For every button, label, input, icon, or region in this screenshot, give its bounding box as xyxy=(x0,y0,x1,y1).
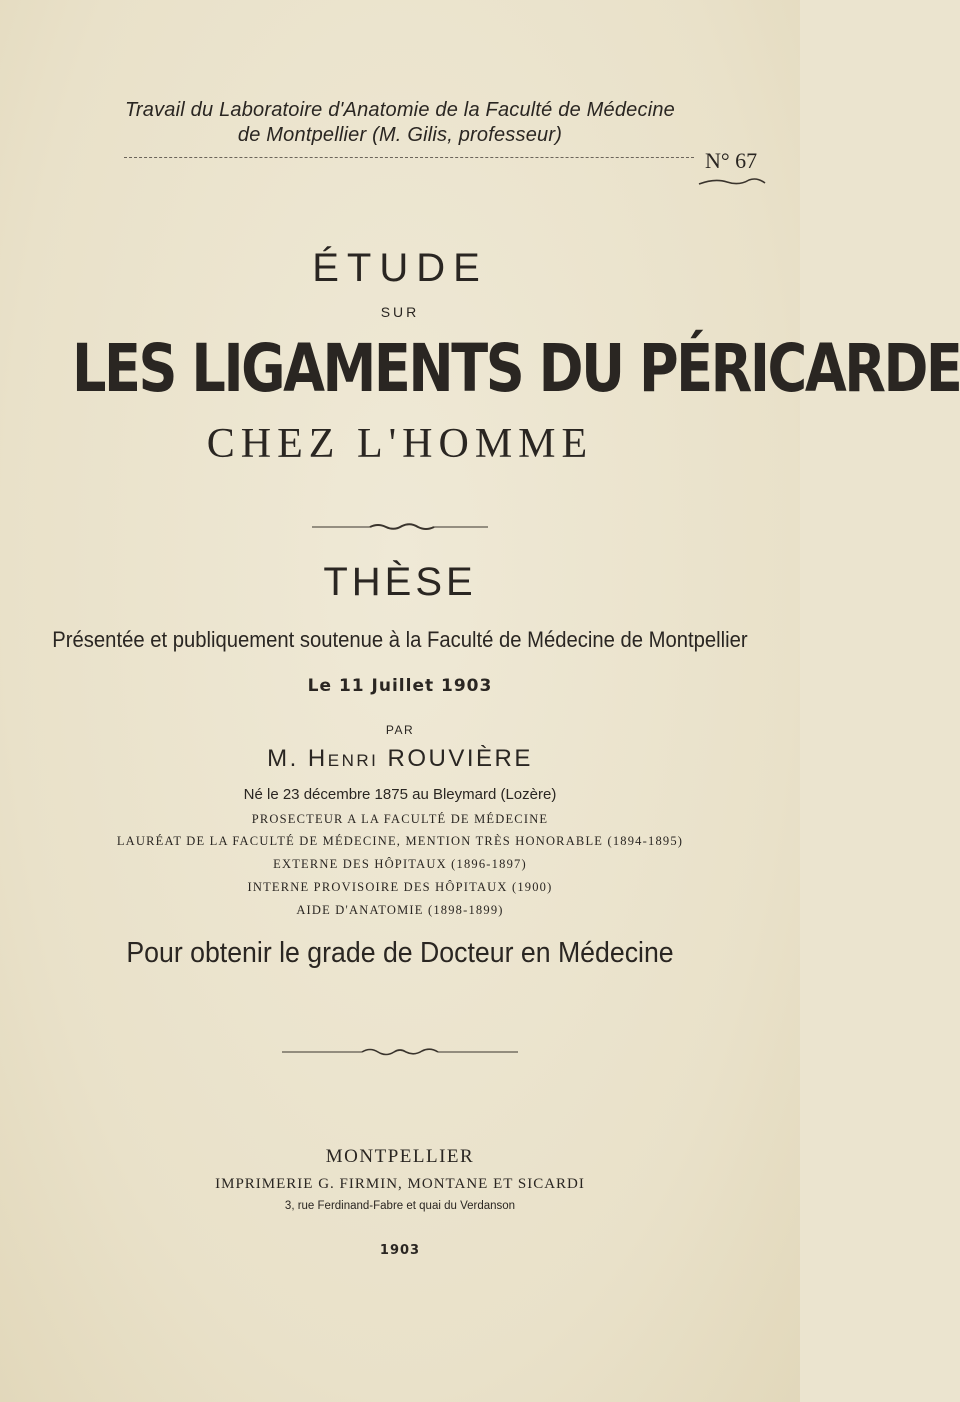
laboratory-line-1: Travail du Laboratoire d'Anatomie de la Faculté de Médecine xyxy=(124,99,675,121)
imprint-address: 3, rue Ferdinand-Fabre et quai du Verdanson xyxy=(284,1200,516,1212)
issue-number: N° 67 xyxy=(705,148,758,173)
author-title-4: INTERNE PROVISOIRE DES HÔPITAUX (1900) xyxy=(247,880,553,894)
author-title-1: PROSECTEUR A LA FACULTÉ DE MÉDECINE xyxy=(251,812,549,826)
imprint-city: MONTPELLIER xyxy=(325,1146,475,1167)
subtitle: CHEZ L'HOMME xyxy=(206,421,594,467)
imprint-year: 1903 xyxy=(379,1243,421,1258)
author-title-2: LAURÉAT DE LA FACULTÉ DE MÉDECINE, MENTION TRÈS HONORABLE (1894-1895) xyxy=(116,834,684,848)
author-title-5: AIDE D'ANATOMIE (1898-1899) xyxy=(296,903,504,917)
main-title: LES LIGAMENTS DU PÉRICARDE xyxy=(72,330,960,407)
presentation-line: Présentée et publiquement soutenue à la Faculté de Médecine de Montpellier xyxy=(52,627,748,652)
author-title-3: EXTERNE DES HÔPITAUX (1896-1897) xyxy=(273,857,527,871)
imprint-printer: IMPRIMERIE G. FIRMIN, MONTANE ET SICARDI xyxy=(215,1176,585,1192)
title-etude: ÉTUDE xyxy=(312,246,488,290)
par-label: PAR xyxy=(385,723,415,737)
title-sur: SUR xyxy=(380,304,420,320)
degree-line: Pour obtenir le grade de Docteur en Médecine xyxy=(126,937,674,969)
number-flourish-icon xyxy=(697,176,767,188)
header-divider xyxy=(124,157,694,158)
ornament-divider-bottom-icon xyxy=(282,1047,518,1057)
thesis-label: THÈSE xyxy=(323,560,477,604)
author-name: M. Henri ROUVIÈRE xyxy=(267,745,533,772)
ornament-divider-icon xyxy=(312,522,488,532)
defense-date: Le 11 Juillet 1903 xyxy=(307,676,493,696)
laboratory-line-2: de Montpellier (M. Gilis, professeur) xyxy=(237,124,563,146)
author-birth: Né le 23 décembre 1875 au Bleymard (Lozère) xyxy=(243,786,557,803)
